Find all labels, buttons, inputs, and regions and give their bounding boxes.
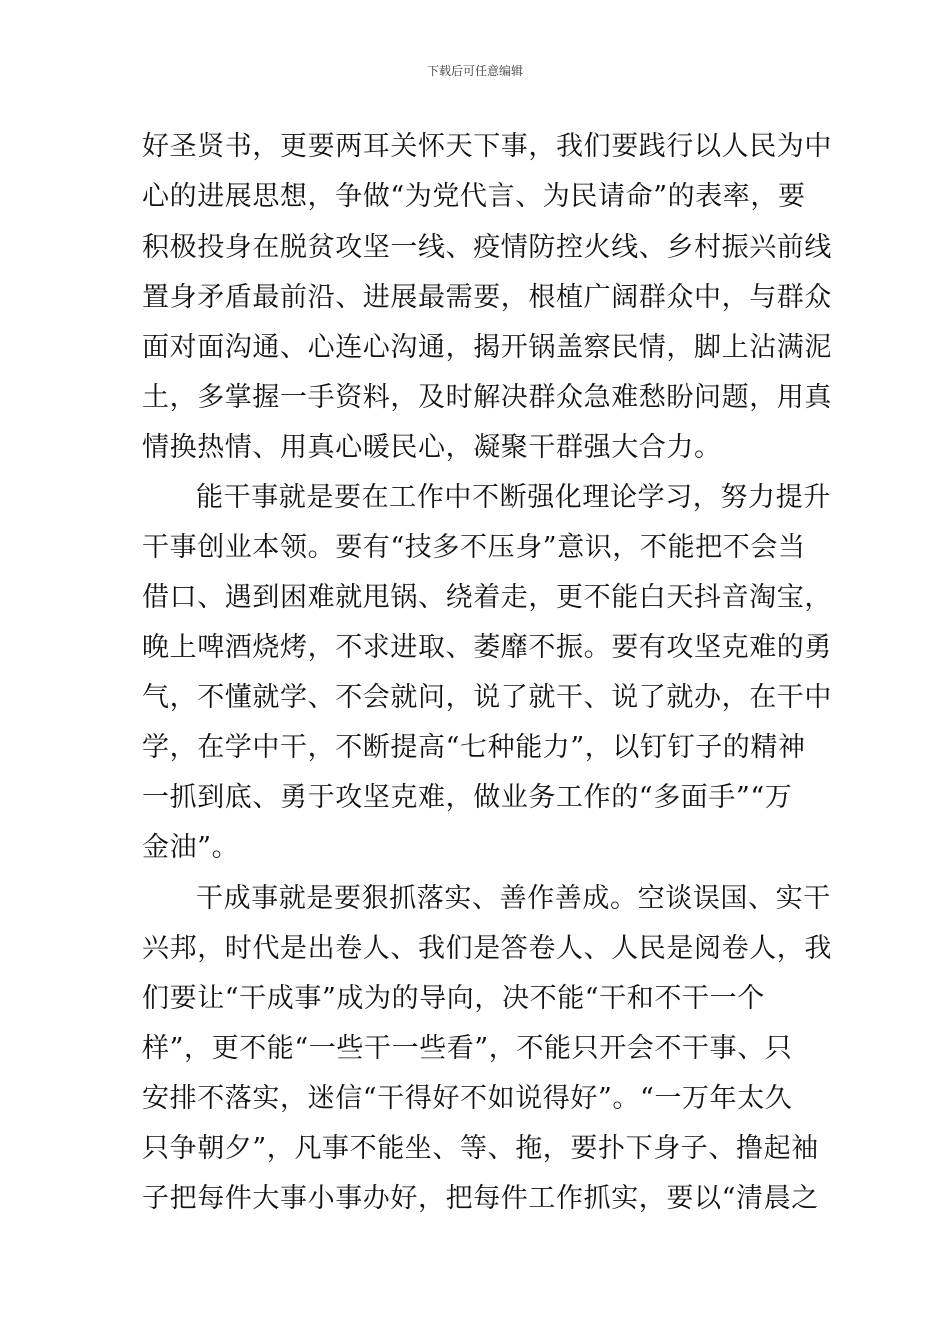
body-line: 干事创业本领。要有“技多不压身”意识，不能把不会当 — [142, 532, 806, 563]
body-line: 面对面沟通、心连心沟通，揭开锅盖察民情，脚上沾满泥 — [142, 332, 832, 363]
body-line: 气，不懂就学、不会就问，说了就干、说了就办，在干中 — [142, 682, 832, 713]
body-line: 积极投身在脱贫攻坚一线、疫情防控火线、乡村振兴前线 — [142, 232, 832, 263]
paragraph-first-line: 干成事就是要狠抓落实、善作善成。空谈误国、实干 — [196, 883, 831, 914]
body-line: 情换热情、用真心暖民心，凝聚干群强大合力。 — [142, 432, 722, 463]
body-line: 们要让“干成事”成为的导向，决不能“干和不干一个 — [142, 983, 765, 1014]
body-line: 好圣贤书，更要两耳关怀天下事，我们要践行以人民为中 — [142, 131, 832, 162]
body-line: 兴邦，时代是出卷人、我们是答卷人、人民是阅卷人，我 — [142, 933, 832, 964]
body-line: 只争朝夕”，凡事不能坐、等、拖，要扑下身子、撸起袖 — [142, 1133, 819, 1164]
body-line: 安排不落实，迷信“干得好不如说得好”。“一万年太久 — [142, 1083, 793, 1114]
body-line: 一抓到底、勇于攻坚克难，做业务工作的“多面手”“万 — [142, 782, 793, 813]
body-line: 金油”。 — [142, 832, 240, 863]
body-line: 晚上啤酒烧烤，不求进取、萎靡不振。要有攻坚克难的勇 — [142, 632, 832, 663]
body-line: 土，多掌握一手资料，及时解决群众急难愁盼问题，用真 — [142, 382, 832, 413]
body-line: 心的进展思想，争做“为党代言、为民请命”的表率，要 — [142, 181, 806, 212]
body-line: 学，在学中干，不断提高“七种能力”，以钉钉子的精神 — [142, 732, 806, 763]
page-header: 下载后可任意编辑 — [426, 64, 523, 78]
body-line: 子把每件大事小事办好，把每件工作抓实，要以“清晨之 — [142, 1183, 819, 1214]
paragraph-first-line: 能干事就是要在工作中不断强化理论学习，努力提升 — [196, 482, 831, 513]
body-line: 样”，更不能“一些干一些看”，不能只开会不干事、只 — [142, 1033, 793, 1064]
body-line: 借口、遇到困难就甩锅、绕着走，更不能白天抖音淘宝， — [142, 582, 832, 613]
body-line: 置身矛盾最前沿、进展最需要，根植广阔群众中，与群众 — [142, 282, 832, 313]
